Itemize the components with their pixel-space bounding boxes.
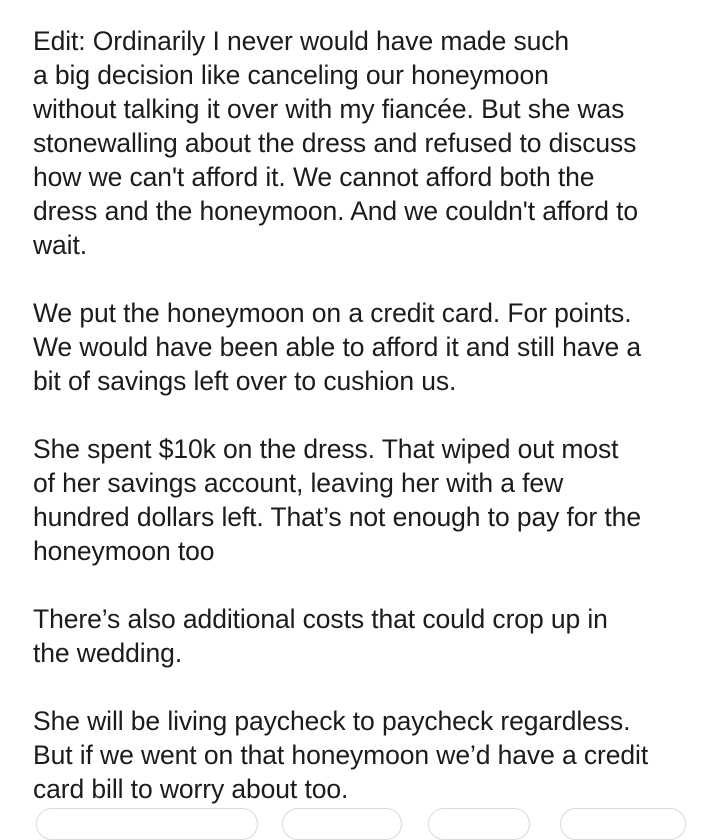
post-action-bar [0, 808, 720, 828]
post-paragraph-additional-costs: There’s also additional costs that could crop up in the wedding. [33, 604, 608, 668]
comment-button[interactable] [282, 808, 402, 840]
post-paragraph-credit-card: We put the honeymoon on a credit card. For points. We would have been able to afford it and still have a bit of savings left over to cushion us. [33, 298, 642, 396]
share-button[interactable] [560, 808, 686, 840]
post-paragraph-edit-note: Edit: Ordinarily I never would have made such a big decision like canceling our honeymoon without talking it over with my fiancée. But she was stonewalling about the dress and refused to discuss how we can't afford it. We cannot afford both the dress and the honeymoon. And we couldn't afford to wait. [33, 26, 639, 260]
award-button[interactable] [428, 808, 530, 840]
vote-button[interactable] [36, 808, 258, 840]
post-body [33, 24, 705, 806]
post-paragraph-dress-cost: She spent $10k on the dress. That wiped out most of her savings account, leaving her with a few hundred dollars left. That’s not enough to pay for the honeymoon too [33, 434, 641, 566]
post-paragraph-paycheck: She will be living paycheck to paycheck regardless. But if we went on that honeymoon we’d have a credit card bill to worry about too. [33, 706, 649, 804]
